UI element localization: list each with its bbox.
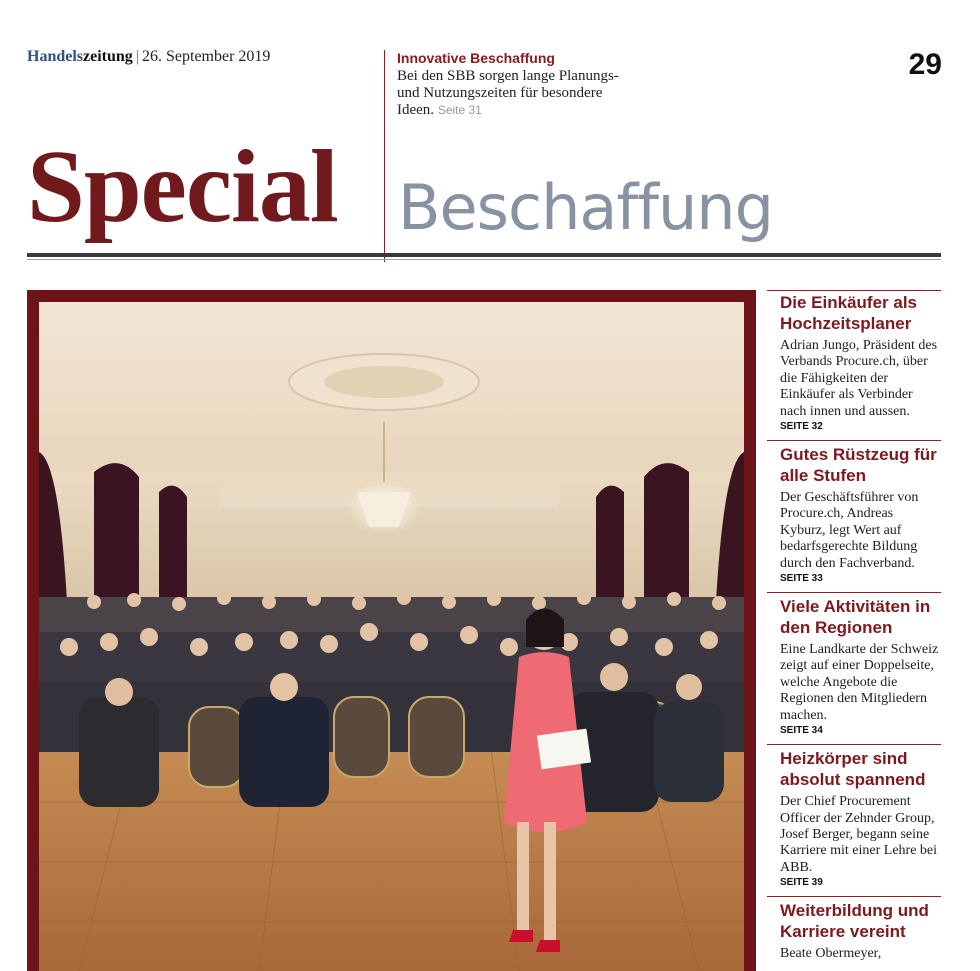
sidebar-item <box>767 290 941 434</box>
header-rule-thin <box>27 259 941 260</box>
sidebar-item <box>767 592 941 738</box>
teaser-divider <box>384 50 385 262</box>
teaser-kicker: Innovative Beschaffung <box>397 50 555 66</box>
masthead-separator: | <box>135 48 139 65</box>
sidebar-headline: Heizkörper sind absolut spannend <box>780 749 926 790</box>
teaser-text: Bei den SBB sorgen lange Planungs- und Nutzungszeiten für besondere Ideen. <box>397 68 619 118</box>
issue-date: 26. September 2019 <box>142 48 271 65</box>
special-title: Special <box>27 129 338 244</box>
section-title: Beschaffung <box>398 171 773 244</box>
sidebar-text: Adrian Jungo, Präsident des Verbands Procure.ch, über die Fähigkeiten der Einkäufer als Verbinder nach innen und aussen. <box>780 338 938 419</box>
sidebar-page-ref: SEITE 34 <box>780 725 823 737</box>
sidebar-item <box>767 440 941 586</box>
photo-frame <box>27 290 756 971</box>
header-rule <box>27 253 941 257</box>
sidebar-text: Der Geschäftsführer von Procure.ch, Andreas Kyburz, legt Wert auf bedarfsgerechte Bildung durch den Fachverband. <box>780 490 919 571</box>
sidebar-page-ref: SEITE 32 <box>780 421 823 433</box>
sidebar-text: Eine Landkarte der Schweiz zeigt auf einer Doppelseite, welche Angebote die Regionen den Mitgliedern machen. <box>780 642 939 723</box>
sidebar-item <box>767 896 941 962</box>
brand-name-part1: Handels <box>27 48 84 65</box>
conference-photo <box>39 302 744 971</box>
page-number: 29 <box>908 48 942 81</box>
sidebar-page-ref: SEITE 39 <box>780 877 823 889</box>
sidebar-headline: Viele Aktivitäten in den Regionen <box>780 597 931 638</box>
sidebar-headline: Gutes Rüstzeug für alle Stufen <box>780 445 937 486</box>
sidebar-headline: Die Einkäufer als Hochzeitsplaner <box>780 293 918 333</box>
masthead <box>27 48 270 66</box>
sidebar-text: Beate Obermeyer, <box>780 946 882 962</box>
sidebar-headline: Weiterbildung und Karriere vereint <box>780 901 929 942</box>
teaser-page-ref: Seite 31 <box>437 103 482 117</box>
teaser-box <box>397 50 637 119</box>
brand-name-part2: zeitung <box>83 48 133 65</box>
sidebar-text: Der Chief Procurement Officer der Zehnder Group, Josef Berger, begann seine Karriere mit einer Lehre bei ABB. <box>780 794 938 875</box>
sidebar-teasers <box>767 290 941 971</box>
sidebar-item <box>767 744 941 890</box>
sidebar-page-ref: SEITE 33 <box>780 573 823 585</box>
